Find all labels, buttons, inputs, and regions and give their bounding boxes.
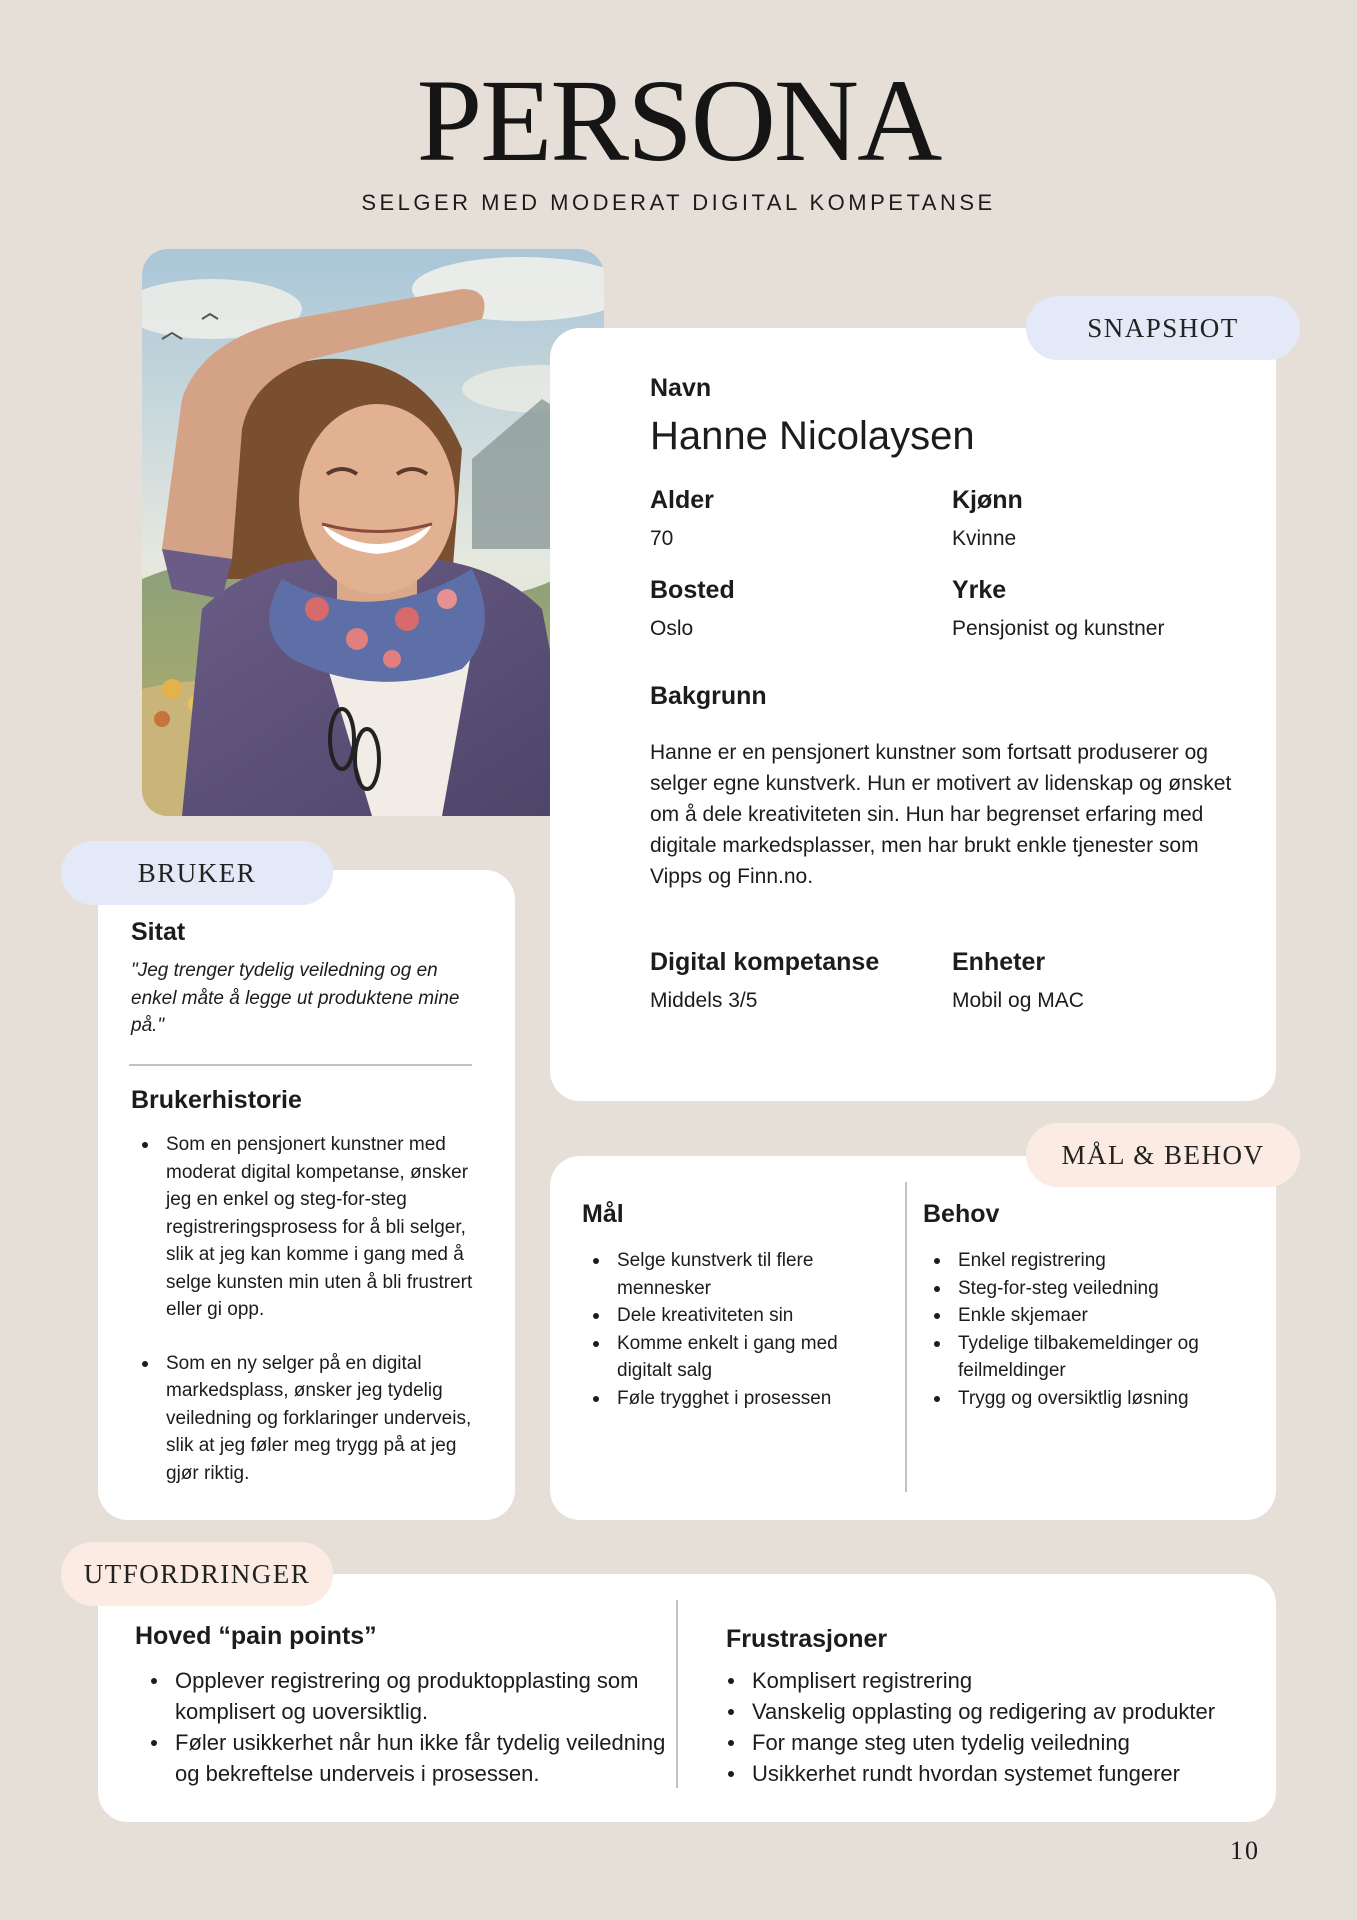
goals-needs-divider [905, 1182, 907, 1492]
quote-label: Sitat [131, 918, 186, 946]
list-item: Trygg og oversiktlig løsning [924, 1385, 1244, 1413]
user-pill: BRUKER [61, 841, 333, 905]
list-item: Enkle skjemaer [924, 1302, 1244, 1330]
challenges-pill: UTFORDRINGER [61, 1542, 333, 1606]
occupation-label: Yrke [952, 576, 1007, 604]
page-number: 10 [1230, 1836, 1260, 1865]
list-item: Som en pensjonert kunstner med moderat digital kompetanse, ønsker jeg en enkel og steg-for-steg registreringsprosess for å bli selger, slik at jeg kan komme i gang med å selge kunsten min uten å bli frustrert eller gi opp. [132, 1131, 482, 1324]
list-item: Føle trygghet i prosessen [583, 1385, 893, 1413]
list-item: Komplisert registrering [718, 1665, 1258, 1696]
user-story-list [132, 1131, 482, 1487]
page-title: PERSONA [416, 55, 941, 186]
list-item: Vanskelig opplasting og redigering av produkter [718, 1696, 1258, 1727]
goals-list [583, 1247, 893, 1412]
list-item: Føler usikkerhet når hun ikke får tydelig veiledning og bekreftelse underveis i prosessen. [141, 1727, 672, 1789]
page-subtitle: SELGER MED MODERAT DIGITAL KOMPETANSE [361, 190, 996, 215]
needs-list [924, 1247, 1244, 1412]
user-story-label: Brukerhistorie [131, 1086, 302, 1114]
needs-label: Behov [923, 1200, 1000, 1228]
list-item: Usikkerhet rundt hvordan systemet fungerer [718, 1758, 1258, 1789]
list-item: For mange steg uten tydelig veiledning [718, 1727, 1258, 1758]
frustrations-list [718, 1665, 1258, 1789]
quote-text: "Jeg trenger tydelig veiledning og en enkel måte å legge ut produktene mine på." [131, 960, 460, 1036]
persona-portrait-image [142, 249, 604, 816]
age-value: 70 [650, 527, 674, 550]
list-item: Dele kreativiteten sin [583, 1302, 893, 1330]
name-label: Navn [650, 374, 712, 402]
pain-points-label: Hoved “pain points” [135, 1622, 377, 1650]
pain-points-list [141, 1665, 672, 1789]
list-item: Selge kunstverk til flere mennesker [583, 1247, 893, 1302]
list-item: Tydelige tilbakemeldinger og feilmeldinger [924, 1330, 1244, 1385]
digital-competence-label: Digital kompetanse [650, 948, 880, 976]
list-item: Enkel registrering [924, 1247, 1244, 1275]
age-label: Alder [650, 486, 714, 514]
devices-label: Enheter [952, 948, 1046, 976]
snapshot-pill: SNAPSHOT [1026, 296, 1300, 360]
digital-competence-value: Middels 3/5 [650, 989, 758, 1012]
residence-label: Bosted [650, 576, 735, 604]
goals-label: Mål [582, 1200, 624, 1228]
list-item: Komme enkelt i gang med digitalt salg [583, 1330, 893, 1385]
persona-name: Hanne Nicolaysen [650, 414, 975, 458]
list-item: Som en ny selger på en digital markedsplass, ønsker jeg tydelig veiledning og forklaringer underveis, slik at jeg føler meg trygg på at jeg gjør riktig. [132, 1350, 482, 1488]
background-text: Hanne er en pensjonert kunstner som fortsatt produserer og selger egne kunstverk. Hun er motivert av lidenskap og ønsket om å dele kreativiteten sin. Hun har begrenset erfaring med digitale markedsplasser, men har brukt enkle tjenester som Vipps og Finn.no. [650, 741, 1232, 888]
occupation-value: Pensjonist og kunstner [952, 617, 1165, 640]
challenges-divider [676, 1600, 678, 1788]
gender-value: Kvinne [952, 527, 1017, 550]
devices-value: Mobil og MAC [952, 989, 1084, 1012]
list-item: Steg-for-steg veiledning [924, 1275, 1244, 1303]
quote-divider [129, 1064, 472, 1066]
gender-label: Kjønn [952, 486, 1023, 514]
residence-value: Oslo [650, 617, 694, 640]
list-item: Opplever registrering og produktopplasting som komplisert og uoversiktlig. [141, 1665, 672, 1727]
frustrations-label: Frustrasjoner [726, 1625, 888, 1653]
goals-needs-pill: MÅL & BEHOV [1026, 1123, 1300, 1187]
background-label: Bakgrunn [650, 682, 767, 710]
